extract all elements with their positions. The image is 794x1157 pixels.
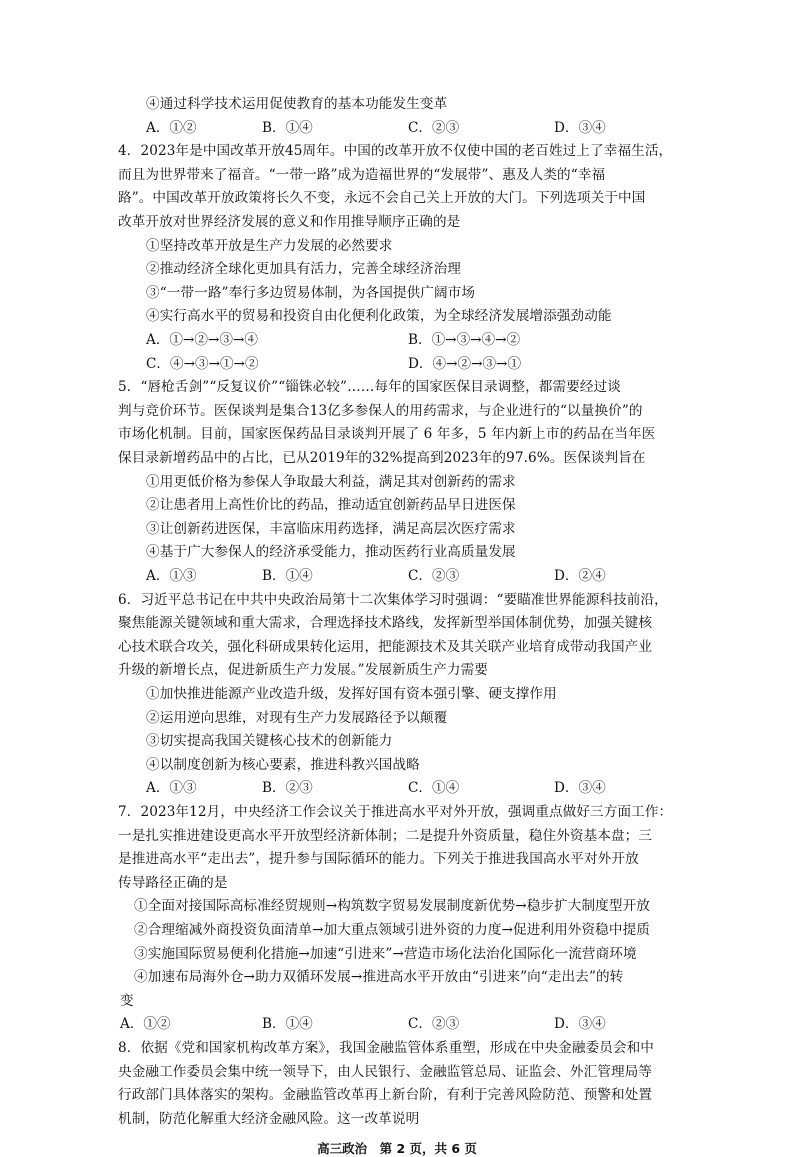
- q4-option-a: A．①→②→③→④: [146, 332, 258, 348]
- q7-stem: 7．2023年12月，中央经济工作会议关于推进高水平对外开放，强调重点做好三方面工作：: [118, 804, 673, 820]
- q3-option-a: A．①②: [146, 119, 197, 136]
- q6-statement-4: ④以制度创新为核心要素，推进科教兴国战略: [146, 756, 420, 773]
- q4-statement-1: ①坚持改革开放是生产力发展的必然要求: [146, 237, 393, 254]
- q5-statement-2: ②让患者用上高性价比的药品，推动适宜创新药品早日进医保: [146, 497, 516, 514]
- q8-stem: 8．依据《党和国家机构改革方案》，我国金融监管体系重塑，形成在中央金融委员会和中: [118, 1040, 655, 1056]
- q5-statement-3: ③让创新药进医保，丰富临床用药选择，满足高层次医疗需求: [146, 520, 516, 537]
- q7-statement-2: ②合理缩减外商投资负面清单→加大重点领域引进外资的力度→促进利用外资稳中提质: [134, 922, 650, 938]
- q3-statement-4: ④通过科学技术运用促使教育的基本功能发生变革: [146, 96, 448, 112]
- q7-statement-4-cont: 变: [120, 992, 134, 1009]
- q6-option-b: B．②③: [262, 780, 313, 797]
- q4-stem: 而且为世界带来了福音。“一带一路”成为造福世界的“发展带”、惠及人类的“幸福: [118, 166, 606, 183]
- q5-option-c: C．②③: [408, 568, 460, 584]
- q3-option-d: D．③④: [554, 119, 606, 136]
- q7-statement-3: ③实施国际贸易便利化措施→加速“引进来”→营造市场化法治化国际化一流营商环境: [134, 945, 637, 962]
- q5-stem: 保目录新增药品中的占比，已从2019年的32%提高到2023年的97.6%。医保谈判旨在: [118, 450, 646, 466]
- q5-option-a: A．①③: [146, 568, 197, 584]
- q7-option-c: C．②③: [408, 1016, 460, 1033]
- q7-stem: 是推进高水平“走出去”，提升参与国际循环的能力。下列关于推进我国高水平对外开放: [118, 851, 639, 868]
- q7-option-a: A．①②: [120, 1016, 171, 1033]
- q5-stem: 5．“唇枪舌剑”“反复议价”“锱铢必较”……每年的国家医保目录调整，都需要经过谈: [118, 379, 621, 396]
- q7-stem: 传导路径正确的是: [118, 874, 228, 891]
- q7-option-b: B．①④: [262, 1016, 313, 1033]
- q5-stem: 市场化机制。目前，国家医保药品目录谈判开展了 6 年多，5 年内新上市的药品在当年医: [118, 426, 656, 443]
- q6-stem: 心技术联合攻关，强化科研成果转化运用，把能源技术及其关联产业培育成带动我国产业: [118, 638, 653, 655]
- q6-statement-3: ③切实提高我国关键核心技术的创新能力: [146, 733, 393, 750]
- q5-option-d: D．②④: [554, 568, 606, 584]
- q4-statement-2: ②推动经济全球化更加具有活力，完善全球经济治理: [146, 261, 461, 278]
- q8-stem: 行政部门具体落实的架构。金融监管改革再上新台阶，有利于完善风险防范、预警和处置: [118, 1087, 653, 1104]
- q5-option-b: B．①④: [262, 568, 313, 584]
- q7-statement-4: ④加速布局海外仓→助力双循环发展→推进高水平开放由“引进来”向“走出去”的转: [134, 969, 624, 986]
- q4-stem: 4．2023年是中国改革开放45周年。中国的改革开放不仅使中国的老百姓过上了幸福生活，: [118, 143, 673, 160]
- q7-statement-1: ①全面对接国际高标准经贸规则→构筑数字贸易发展制度新优势→稳步扩大制度型开放: [134, 898, 650, 915]
- q5-stem: 判与竞价环节。医保谈判是集合13亿多参保人的用药需求，与企业进行的“以量换价”的: [118, 402, 643, 419]
- q6-statement-2: ②运用逆向思维，对现有生产力发展路径予以颠覆: [146, 709, 448, 726]
- q7-option-d: D．③④: [554, 1016, 606, 1033]
- q4-option-d: D．④→②→③→①: [408, 355, 522, 372]
- q6-option-c: C．①④: [408, 780, 460, 797]
- q8-stem: 央金融工作委员会集中统一领导下，由人民银行、金融监管总局、证监会、外汇管理局等: [118, 1063, 653, 1080]
- q6-stem: 6．习近平总书记在中共中央政治局第十二次集体学习时强调：“要瞄准世界能源科技前沿，: [118, 591, 668, 608]
- q4-statement-4: ④实行高水平的贸易和投资自由化便利化政策，为全球经济发展增添强劲动能: [146, 308, 612, 325]
- q4-stem: 改革开放对世界经济发展的意义和作用推导顺序正确的是: [118, 214, 461, 230]
- q5-statement-4: ④基于广大参保人的经济承受能力，推动医药行业高质量发展: [146, 544, 516, 561]
- page-footer: 高三政治 第 2 页，共 6 页: [317, 1141, 477, 1157]
- q6-stem: 聚焦能源关键领域和重大需求，合理选择技术路线，发挥新型举国体制优势，加强关键核: [118, 615, 653, 632]
- q4-stem: 路”。中国改革开放政策将长久不变，永远不会自己关上开放的大门。下列选项关于中国: [118, 190, 646, 207]
- q6-option-a: A．①③: [146, 780, 197, 797]
- q6-statement-1: ①加快推进能源产业改造升级，发挥好国有资本强引擎、硬支撑作用: [146, 686, 557, 702]
- q8-stem: 机制，防范化解重大经济金融风险。这一改革说明: [118, 1110, 420, 1127]
- q6-stem: 升级的新增长点，促进新质生产力发展。”发展新质生产力需要: [118, 662, 488, 679]
- q4-option-c: C．④→③→①→②: [146, 355, 259, 372]
- q4-option-b: B．①→③→④→②: [408, 332, 521, 348]
- q3-option-c: C．②③: [408, 119, 460, 136]
- q3-option-b: B．①④: [262, 119, 313, 136]
- q7-stem: 一是扎实推进建设更高水平开放型经济新体制；二是提升外资质量，稳住外资基本盘；三: [118, 827, 653, 844]
- q4-statement-3: ③“一带一路”奉行多边贸易体制，为各国提供广阔市场: [146, 284, 476, 301]
- q5-statement-1: ①用更低价格为参保人争取最大利益，满足其对创新药的需求: [146, 473, 516, 490]
- q6-option-d: D．③④: [554, 780, 606, 797]
